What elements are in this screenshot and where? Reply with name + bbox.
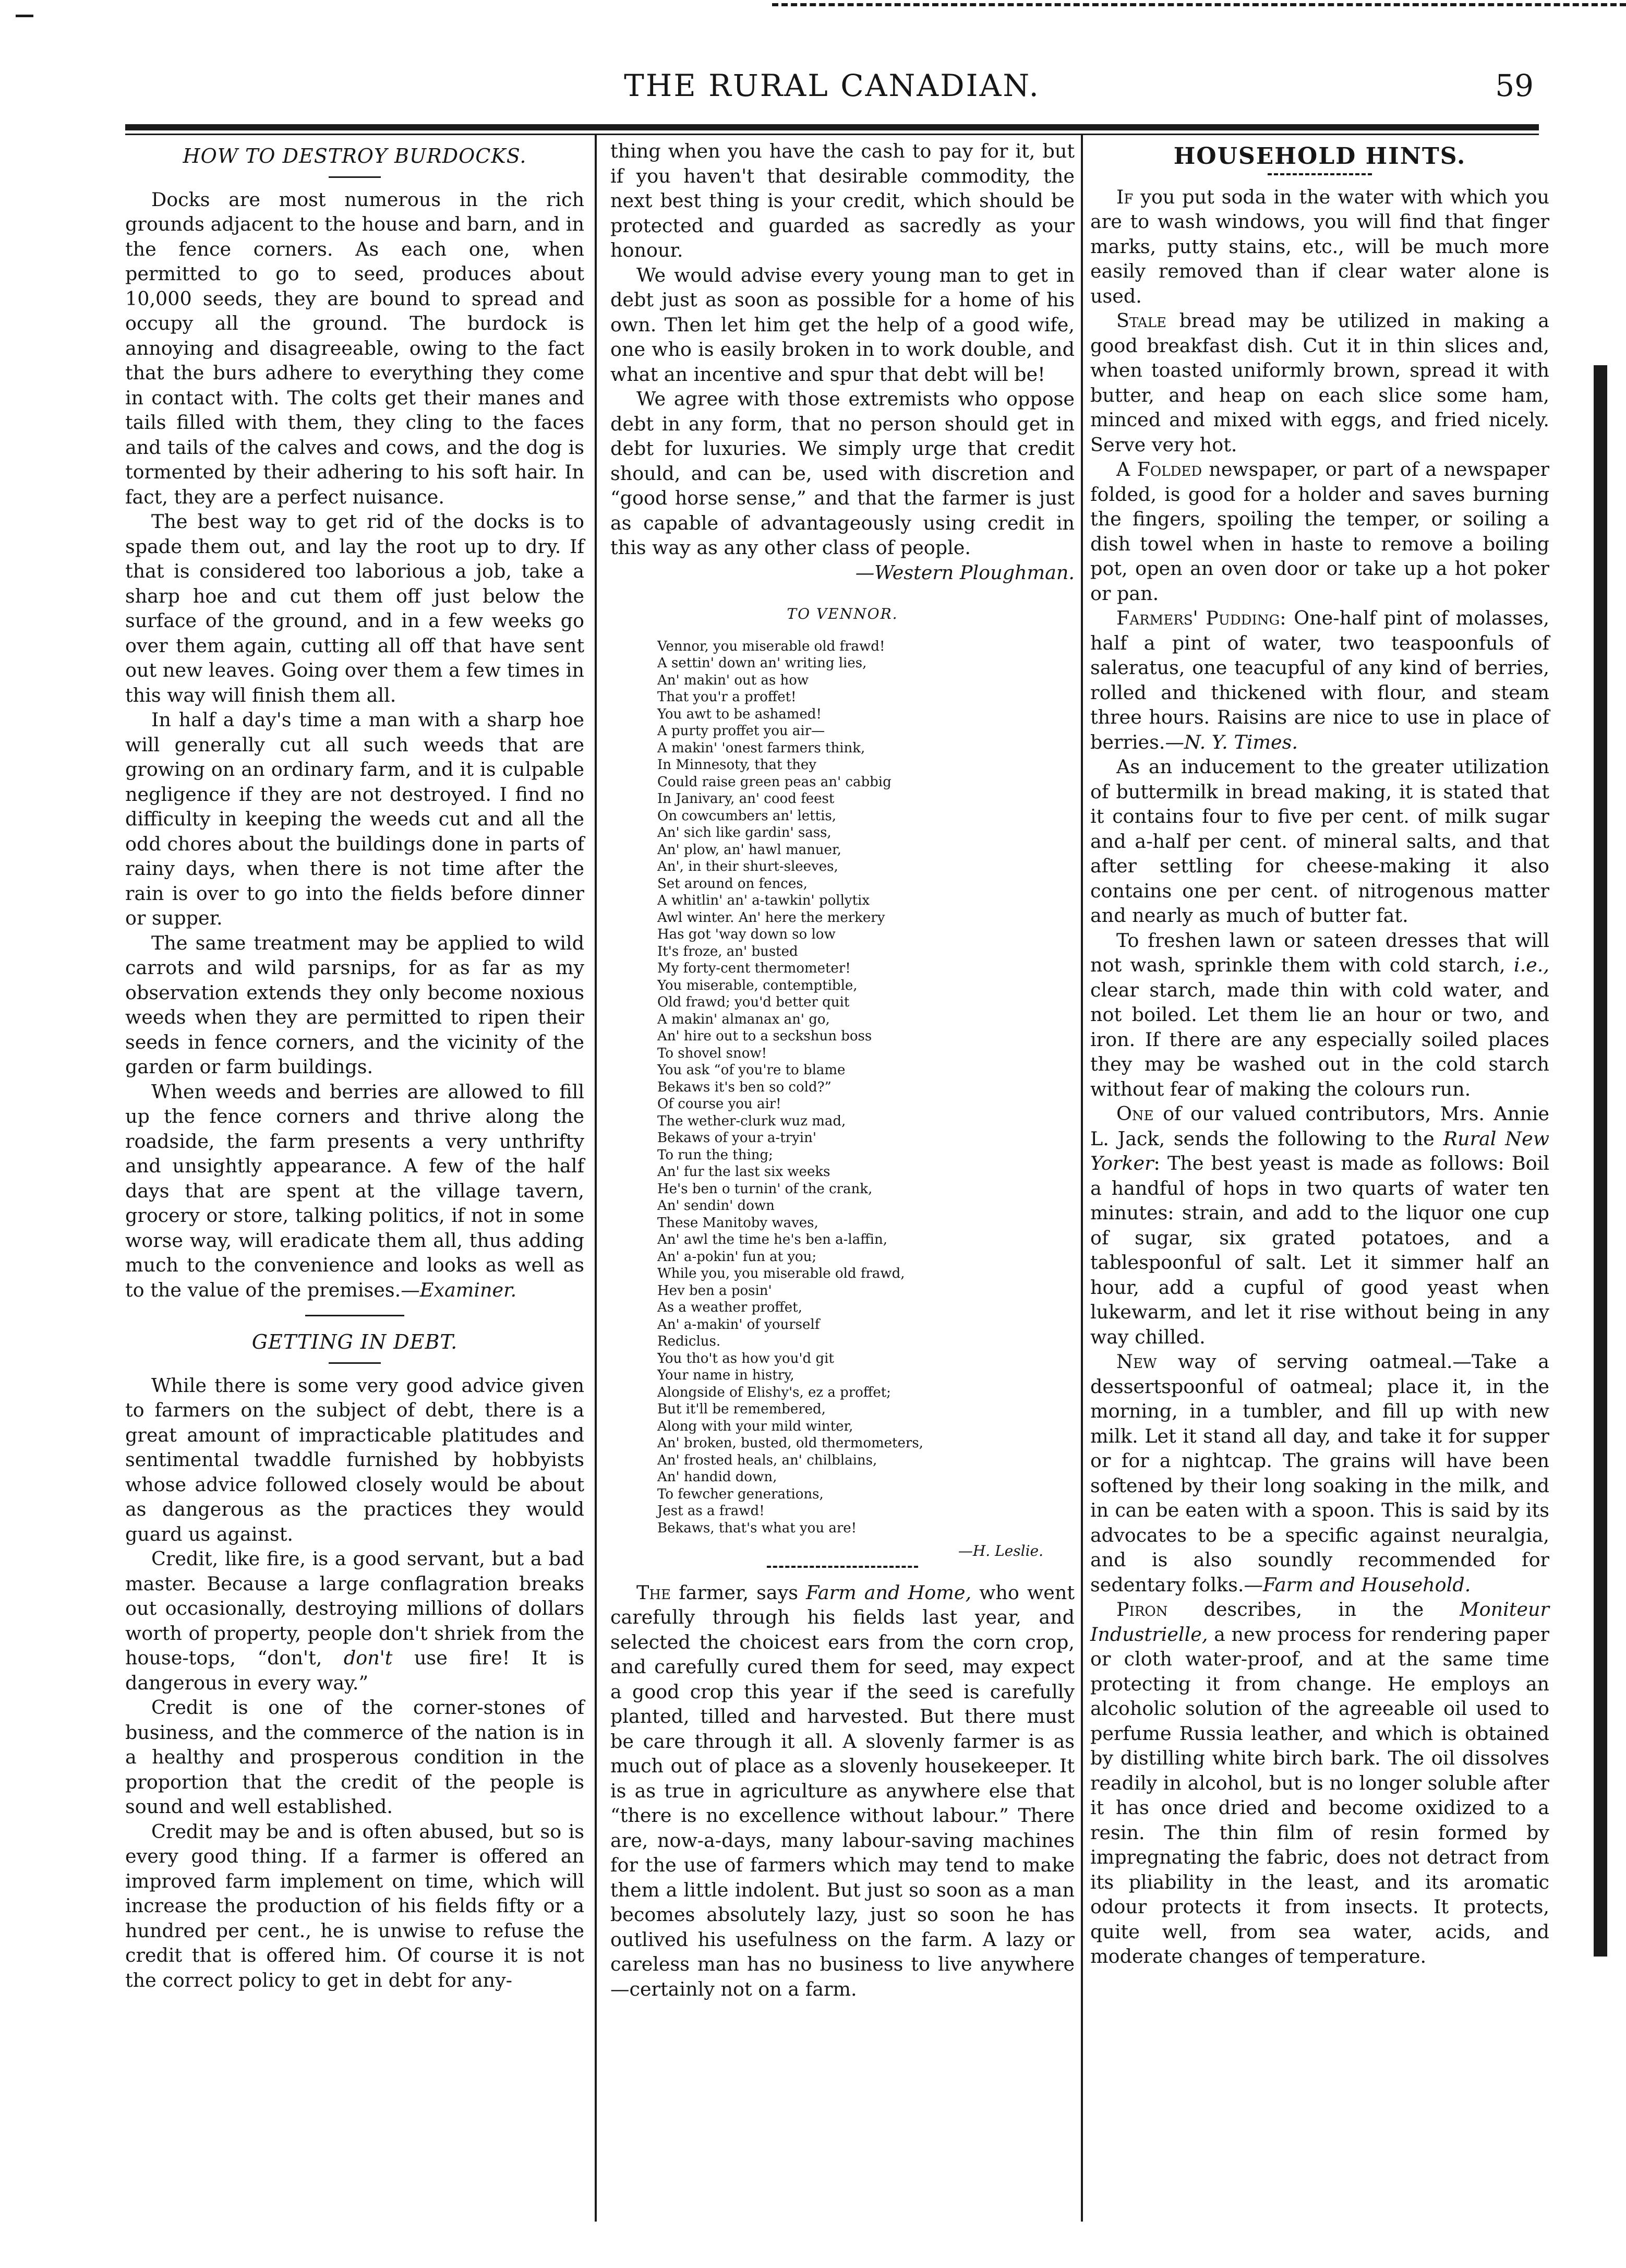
paragraph-text: : The best yeast is made as follows: Boil a handful of hops in two quarts of water ten minutes: strain, and add to the liquor one cup of sugar, six grated potatoes, and a tablespoonful of salt. Let it simmer half an hour, add a cupful of good yeast when lukewarm, and let it rise without being in any way chilled. xyxy=(1090,1152,1549,1348)
poem-line: Set around on fences, xyxy=(657,875,808,892)
article-heading-burdocks: HOW TO DESTROY BURDOCKS. xyxy=(183,145,527,167)
section-heading-household-hints: HOUSEHOLD HINTS. xyxy=(1173,143,1466,170)
poem-line: My forty-cent thermometer! xyxy=(657,961,851,976)
poem-line: But it'll be remembered, xyxy=(657,1401,826,1417)
top-dashed-rule xyxy=(772,3,1626,6)
paragraph-text: describes, in the xyxy=(1167,1598,1460,1621)
poem-line: A whitlin' an' a-tawkin' pollytix xyxy=(657,893,870,908)
paragraph-text: farmer, says xyxy=(671,1581,806,1604)
poem-line: A makin' 'onest farmers think, xyxy=(657,740,865,756)
emphasis: i.e., xyxy=(1513,954,1549,976)
paragraph xyxy=(1090,606,1549,754)
poem-line: You awt to be ashamed! xyxy=(657,706,822,722)
paragraph xyxy=(610,1580,1075,2002)
right-edge-bar xyxy=(1594,365,1607,1957)
paragraph-text: Credit, like fire, is a good servant, but a bad master. Because a large conflagration breaks out occasionally, destroying millions of dollars worth of property, people don't shriek from the house-tops, “don't, xyxy=(125,1547,584,1669)
poem-line: The wether-clurk wuz mad, xyxy=(657,1113,846,1129)
poem-line: As a weather proffet, xyxy=(657,1300,802,1315)
paragraph-text: clear starch, made thin with cold water, and not boiled. Let them lie an hour or two, and iron. If there are any especially soiled places they may be washed out in the cold starch without fear of making the colours run. xyxy=(1090,978,1549,1100)
page-number: 59 xyxy=(1495,68,1534,103)
poem-line: An' awl the time he's ben a-laffin, xyxy=(657,1232,888,1247)
paragraph xyxy=(1090,457,1549,606)
source-credit: —Examiner. xyxy=(401,1278,517,1301)
poem-line: To run the thing; xyxy=(657,1147,773,1163)
poem-line: Jest as a frawd! xyxy=(657,1503,765,1519)
publication-name: Farm and Home, xyxy=(806,1581,972,1604)
lead-word: The xyxy=(636,1581,671,1604)
column-2 xyxy=(610,139,1075,2001)
poem-line: Bekaws of your a-tryin' xyxy=(657,1130,816,1146)
paragraph-text: of our valued contributors, Mrs. Annie L. Jack, sends the following to the xyxy=(1090,1102,1549,1150)
paragraph-text: bread may be utilized in making a good breakfast dish. Cut it in thin slices and, when toasted uniformly brown, spread it with butter, and heap on each slice some ham, minced and mixed with eggs, and fried nicely. Serve very hot. xyxy=(1090,309,1549,456)
lead-word: Farmers' Pudding xyxy=(1116,607,1280,629)
poem xyxy=(657,638,1075,1537)
poem-title: TO VENNOR. xyxy=(787,605,898,622)
paragraph: Credit may be and is often abused, but so is every good thing. If a farmer is offered an improved farm implement on time, which will increase the production of his fields fifty or a hundred per cent., he is unwise to refuse the credit that is offered him. Of course it is not the correct policy to get in debt for any- xyxy=(125,1820,584,1991)
paragraph: thing when you have the cash to pay for it, but if you haven't that desirable commodity, the next best thing is your credit, which should be protected and guarded as sacredly as your honour. xyxy=(610,140,1075,261)
paragraph-text: use fire! It is dangerous in every way.” xyxy=(125,1647,584,1694)
paragraph-text: newspaper, or part of a newspaper folded, is good for a holder and saves burning the fingers, spoiling the temper, or soiling a dish towel when in haste to remove a boiling pot, open an oven door or take up a hot poker or pan. xyxy=(1090,458,1549,605)
poem-line: While you, you miserable old frawd, xyxy=(657,1266,905,1281)
margin-mark xyxy=(16,15,33,17)
poem-line: In Minnesoty, that they xyxy=(657,757,816,773)
paragraph-text: you put soda in the water with which you are to wash windows, you will find that finger marks, putty stains, etc., will be much more easily removed than if clear water alone is used. xyxy=(1090,185,1549,307)
lead-word: Piron xyxy=(1116,1598,1168,1621)
poem-line: You miserable, contemptible, xyxy=(657,977,858,993)
paragraph-text: To freshen lawn or sateen dresses that will not wash, sprinkle them with cold starch, xyxy=(1090,929,1549,976)
heading-rule xyxy=(329,176,381,178)
newspaper-title: THE RURAL CANADIAN. xyxy=(624,68,1040,103)
poem-line: Bekaws, that's what you are! xyxy=(657,1520,857,1536)
poem-line: A settin' down an' writing lies, xyxy=(657,655,867,671)
poem-line: Old frawd; you'd better quit xyxy=(657,994,850,1010)
lead-word: One xyxy=(1116,1102,1154,1125)
source-credit: —N. Y. Times. xyxy=(1165,730,1298,753)
paragraph: We agree with those extremists who oppose debt in any form, that no person should get in debt for luxuries. We simply urge that credit should, and can be, used with discretion and “good horse sense,” and that the farmer is just as capable of advantageously using credit in this way as any other class of people. xyxy=(610,388,1075,559)
poem-line: Awl winter. An' here the merkery xyxy=(657,909,885,926)
poem-line: An' frosted heals, an' chilblains, xyxy=(657,1452,877,1468)
lead-word: A Folded xyxy=(1116,458,1202,481)
poem-line: An' fur the last six weeks xyxy=(657,1164,830,1180)
poem-line: Could raise green peas an' cabbig xyxy=(657,774,892,790)
poem-line: Vennor, you miserable old frawd! xyxy=(657,638,885,654)
paragraph xyxy=(1090,1101,1549,1349)
poem-line: Rediclus. xyxy=(657,1334,721,1349)
paragraph: The same treatment may be applied to wild carrots and wild parsnips, for as far as my observation extends they only become noxious weeds when they are permitted to ripen their seeds in fence corners, and the vicinity of the garden or farm buildings. xyxy=(125,931,584,1078)
masthead xyxy=(125,63,1539,120)
poem-line: On cowcumbers an' lettis, xyxy=(657,808,837,824)
poem-line: Alongside of Elishy's, ez a proffet; xyxy=(657,1384,891,1400)
poem-line: You ask “of you're to blame xyxy=(657,1062,846,1078)
lead-word: If xyxy=(1116,185,1134,208)
poem-line: You tho't as how you'd git xyxy=(657,1350,834,1366)
paragraph: We would advise every young man to get in debt just as soon as possible for a home of his own. Then let him get the help of a good wife, one who is easily broken in to work double, and what an incentive and spur that debt will be! xyxy=(610,263,1075,386)
poem-line: Hev ben a posin' xyxy=(657,1282,772,1299)
paragraph-text: a new process for rendering paper or cloth water-proof, and at the same time protecting it from change. He employs an alcoholic solution of the agreeable oil used to perfume Russia leather, and which is obtained by distilling white birch bark. The oil dissolves readily in alcohol, but is no longer soluble after it has once dried and become oxidized to a resin. The thin film of resin formed by impregnating the fabric, does not detract from its pliability in the least, and its aromatic odour protects it from insects. It protects, quite well, from sea water, acids, and moderate changes of temperature. xyxy=(1090,1623,1549,1967)
column-divider-1 xyxy=(595,135,597,2222)
poem-line: An' a-pokin' fun at you; xyxy=(657,1249,817,1265)
heading-rule xyxy=(329,1362,381,1364)
poem-line: An', in their shurt-sleeves, xyxy=(657,859,838,874)
publication-name: Rural New Yorker xyxy=(1090,1127,1549,1174)
column-3 xyxy=(1090,139,1549,1969)
paragraph xyxy=(1090,1349,1549,1597)
poem-line: A purty proffet you air— xyxy=(657,723,825,739)
poem-line: An' a-makin' of yourself xyxy=(657,1316,820,1333)
paragraph xyxy=(125,1079,584,1303)
paragraph xyxy=(1090,1597,1549,1969)
source-credit: —Western Ploughman. xyxy=(855,561,1075,584)
poem-line: An' sich like gardin' sass, xyxy=(657,825,832,841)
paragraph: Credit is one of the corner-stones of business, and the commerce of the nation is in a healthy and prosperous condition in the proportion that the credit of the people is sound and well established. xyxy=(125,1696,584,1818)
poem-line: Along with your mild winter, xyxy=(657,1418,853,1434)
column-1 xyxy=(125,139,584,1993)
paragraph xyxy=(125,1546,584,1695)
paragraph-text: who went carefully through his fields last year, and selected the choicest ears from the corn crop, and carefully cured them for seed, may expect a good crop this year if the seed is carefully planted, tilled and harvested. But there must be care through it all. A slovenly farmer is as much out of place as a slovenly housekeeper. It is as true in agriculture as anywhere else that “there is no excellence without labour.” There are, now-a-days, many labour-saving machines for the use of farmers which may tend to make them a little indolent. But just so soon as a man becomes absolutely lazy, just so soon he has outlived his usefulness on the farm. A lazy or careless man has no business to live anywhere—certainly not on a farm. xyxy=(610,1581,1075,2000)
section-rule xyxy=(767,1566,918,1568)
poem-line: An' broken, busted, old thermometers, xyxy=(657,1435,923,1451)
poem-line: In Janivary, an' cood feest xyxy=(657,791,835,807)
paragraph-text: : One-half pint of molasses, half a pint of water, two teaspoonfuls of saleratus, one teacupful of any kind of berries, rolled and thickened with flour, and steam three hours. Raisins are nice to use in place of berries. xyxy=(1090,607,1549,753)
poem-line: Bekaws it's ben so cold?” xyxy=(657,1079,832,1095)
column-divider-2 xyxy=(1081,135,1083,2222)
paragraph-text: way of serving oatmeal.—Take a dessertspoonful of oatmeal; place it, in the morning, in a tumbler, and fill up with new milk. Let it stand all day, and take it for supper or for a nightcap. The grains will have been softened by their long soaking in the milk, and in can be eaten with a spoon. This is said by its advocates to be a specific against neuralgia, and is also soundly recommended for sedentary folks. xyxy=(1090,1350,1549,1596)
paragraph: The best way to get rid of the docks is to spade them out, and lay the root up to dry. If that is considered too laborious a job, take a sharp hoe and cut them off just below the surface of the ground, and in a few weeks go over them again, cutting all off that have sent out new leaves. Going over them a few times in this way will finish them all. xyxy=(125,510,584,706)
poem-signature: —H. Leslie. xyxy=(958,1542,1043,1559)
heading-rule xyxy=(1268,173,1372,175)
poem-line: An' makin' out as how xyxy=(657,672,809,688)
paragraph-text: When weeds and berries are allowed to fill up the fence corners and thrive along the roadside, the farm presents a very unthrifty and unsightly appearance. A few of the half days that are spent at the village tavern, grocery or store, talking politics, if not in some worse way, will eradicate them all, thus adding much to the convenience and looks as well as to the value of the premises. xyxy=(125,1080,584,1301)
paragraph: While there is some very good advice given to farmers on the subject of debt, there is a great amount of impracticable platitudes and sentimental twaddle furnished by hobbyists whose advice followed closely would be about as dangerous as the practices they would guard us against. xyxy=(125,1374,584,1545)
paragraph xyxy=(1090,185,1549,309)
poem-line: An' sendin' down xyxy=(657,1198,775,1214)
paragraph: Docks are most numerous in the rich grounds adjacent to the house and barn, and in the fence corners. As each one, when permitted to go to seed, produces about 10,000 seeds, they are bound to spread and occupy all the ground. The burdock is annoying and disagreeable, owing to the fact that the burs adhere to everything they come in contact with. The colts get their manes and tails filled with them, they cling to the faces and tails of the calves and cows, and the dog is tormented by their adhering to his soft hair. In fact, they are a perfect nuisance. xyxy=(125,188,584,508)
paragraph xyxy=(1090,928,1549,1102)
poem-line: Of course you air! xyxy=(657,1096,781,1112)
poem-line: Your name in histry, xyxy=(657,1367,794,1383)
poem-line: He's ben o turnin' of the crank, xyxy=(657,1181,873,1197)
article-heading-debt: GETTING IN DEBT. xyxy=(251,1330,458,1353)
masthead-rule-thin xyxy=(125,134,1539,135)
poem-line: An' plow, an' hawl manuer, xyxy=(657,842,841,858)
source-credit: —Farm and Household. xyxy=(1244,1573,1471,1596)
poem-line: An' hire out to a seckshun boss xyxy=(657,1028,872,1044)
poem-line: Has got 'way down so low xyxy=(657,927,836,942)
poem-line: These Manitoby waves, xyxy=(657,1215,818,1231)
publication-name: Moniteur Industrielle, xyxy=(1090,1598,1549,1646)
poem-line: To shovel snow! xyxy=(657,1045,767,1061)
poem-line: An' handid down, xyxy=(657,1469,777,1485)
paragraph: As an inducement to the greater utilization of buttermilk in bread making, it is stated that it contains four to five per cent. of milk sugar and a-half per cent. of mineral salts, and that after settling for cheese-making it also contains one per cent. of nitrogenous matter and nearly as much of butter fat. xyxy=(1090,755,1549,927)
paragraph xyxy=(1090,308,1549,457)
lead-word: Stale xyxy=(1116,309,1166,332)
poem-line: That you'r a proffet! xyxy=(657,689,797,705)
poem-line: It's froze, an' busted xyxy=(657,943,798,959)
poem-line: A makin' almanax an' go, xyxy=(657,1011,830,1027)
lead-word: New xyxy=(1116,1350,1157,1373)
masthead-rule-thick xyxy=(125,124,1539,130)
emphasis: don't xyxy=(343,1647,393,1669)
section-rule xyxy=(305,1315,404,1316)
poem-line: To fewcher generations, xyxy=(657,1486,824,1502)
paragraph: In half a day's time a man with a sharp hoe will generally cut all such weeds that are growing on an ordinary farm, and it is culpable negligence if they are not destroyed. I find no difficulty in keeping the weeds cut and all the odd chores about the buildings done in parts of rainy days, when there is not time after the rain is over to go into the fields before dinner or supper. xyxy=(125,709,584,929)
